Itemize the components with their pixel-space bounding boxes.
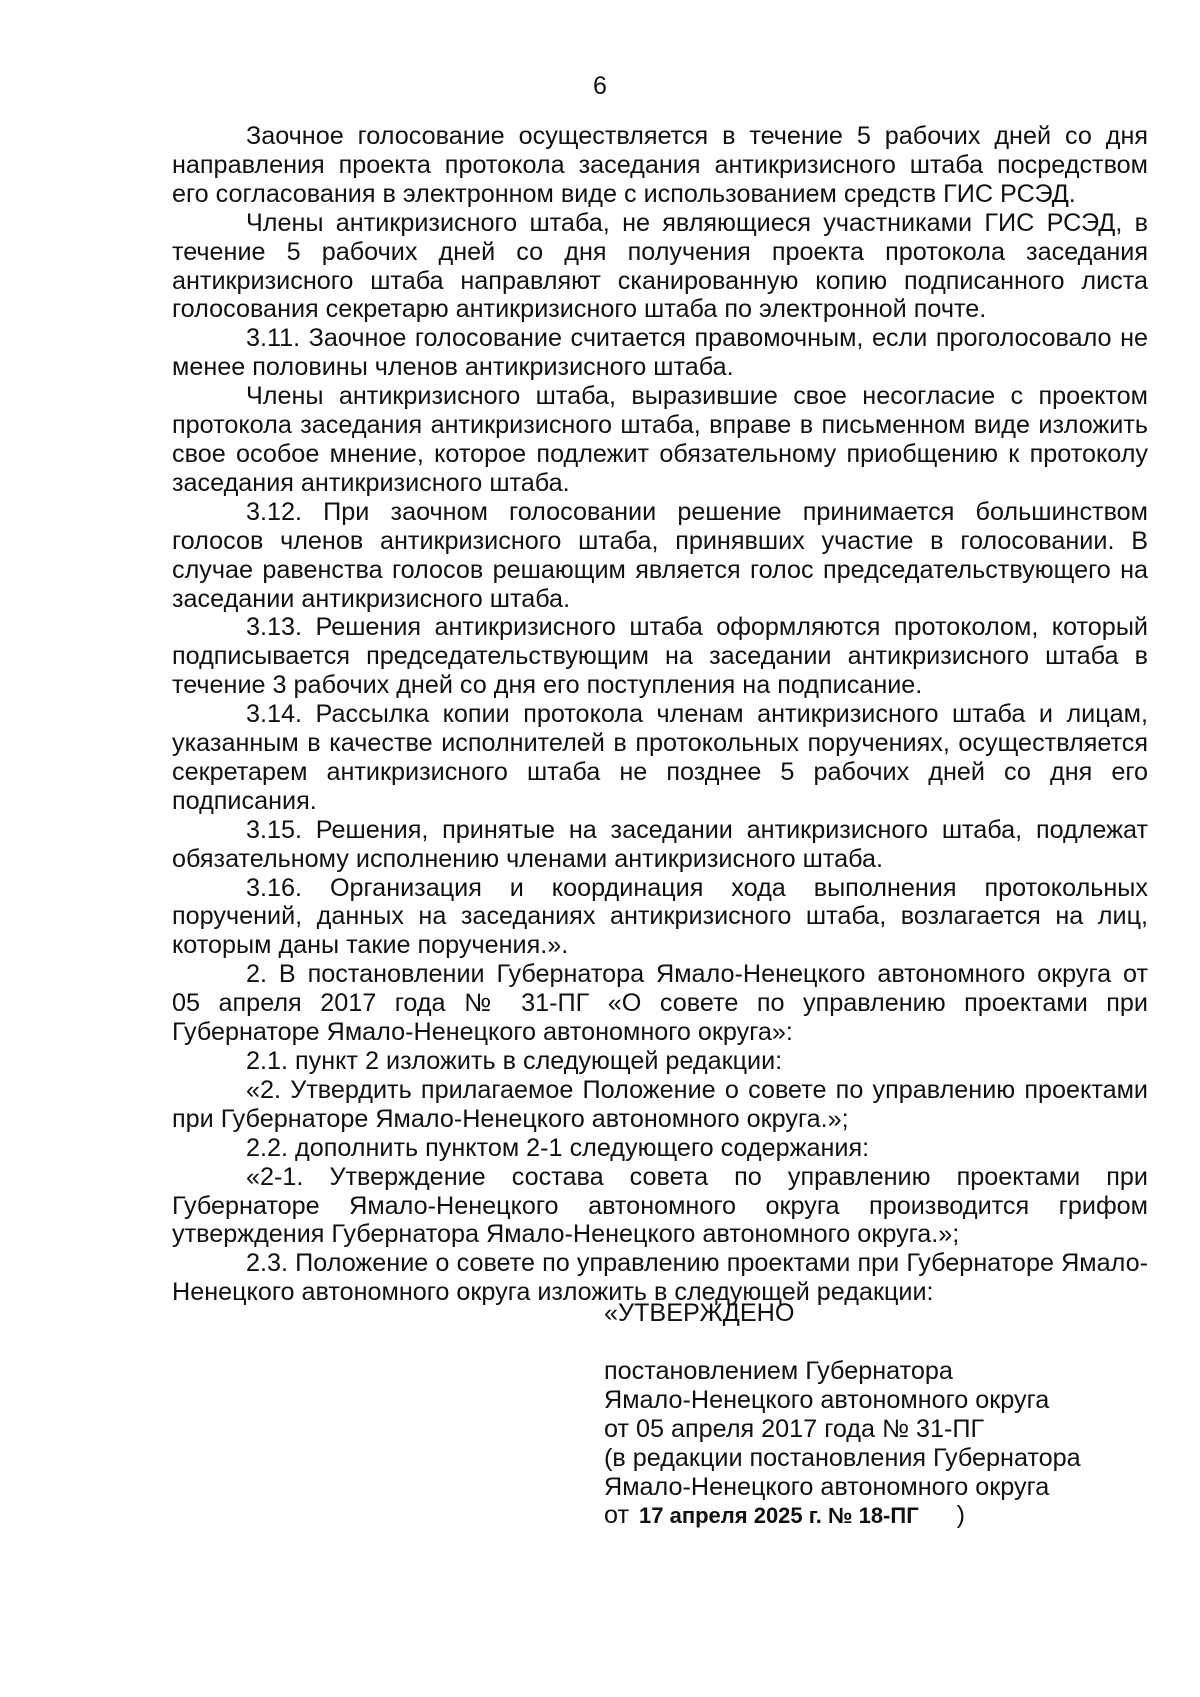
paragraph: 2.3. Положение о совете по управлению проектами при Губернаторе Ямало-Ненецкого автономного округа изложить в следующей редакции:	[172, 1249, 1148, 1307]
approval-line: Ямало-Ненецкого автономного округа	[604, 1385, 1050, 1414]
paragraph: 3.12. При заочном голосовании решение принимается большинством голосов членов антикризисного штаба, принявших участие в голосовании. В случае равенства голосов решающим является голос председательствующего на заседании антикризисного штаба.	[172, 497, 1148, 613]
approval-heading: «УТВЕРЖДЕНО	[604, 1299, 795, 1327]
approval-last-line	[604, 1501, 1164, 1531]
paragraph: Члены антикризисного штаба, выразившие свое несогласие с проектом протокола заседания антикризисного штаба, вправе в письменном виде изложить свое особое мнение, которое подлежит обязательному приобщению к протоколу заседания антикризисного штаба.	[172, 382, 1148, 497]
paragraph: 2.2. дополнить пунктом 2-1 следующего содержания:	[246, 1133, 870, 1162]
page-number: 6	[593, 72, 607, 100]
approval-last-prefix: от	[604, 1501, 629, 1530]
paragraph: Заочное голосование осуществляется в течение 5 рабочих дней со дня направления проекта протокола заседания антикризисного штаба посредством его согласования в электронном виде с использованием средств ГИС РСЭД.	[172, 122, 1148, 208]
registration-number: 17 апреля 2025 г. № 18-ПГ	[639, 1503, 919, 1529]
approval-line: (в редакции постановления Губернатора	[604, 1443, 1081, 1472]
paragraph: «2-1. Утверждение состава совета по управлению проектами при Губернаторе Ямало-Ненецкого автономного округа производится грифом утверждения Губернатора Ямало-Ненецкого автономного округа.»;	[172, 1162, 1148, 1249]
paragraph: 2. В постановлении Губернатора Ямало-Ненецкого автономного округа от 05 апреля 2017 года № 31-ПГ «О совете по управлению проектами при Губернаторе Ямало-Ненецкого автономного округа»:	[172, 960, 1148, 1047]
paragraph: 3.15. Решения, принятые на заседании антикризисного штаба, подлежат обязательному исполнению членами антикризисного штаба.	[172, 815, 1148, 873]
approval-line: от 05 апреля 2017 года № 31-ПГ	[604, 1414, 985, 1443]
paragraph: «2. Утвердить прилагаемое Положение о совете по управлению проектами при Губернаторе Ямало-Ненецкого автономного округа.»;	[172, 1075, 1148, 1133]
paragraph: 3.16. Организация и координация хода выполнения протокольных поручений, данных на заседаниях антикризисного штаба, возлагается на лиц, которым даны такие поручения.».	[172, 873, 1148, 960]
approval-gap	[604, 1328, 1164, 1357]
approval-line: Ямало-Ненецкого автономного округа	[604, 1472, 1050, 1501]
paragraph: 3.13. Решения антикризисного штаба оформляются протоколом, который подписывается председательствующим на заседании антикризисного штаба в течение 3 рабочих дней со дня его поступления на подписание.	[172, 613, 1148, 700]
paragraph: 3.14. Рассылка копии протокола членам антикризисного штаба и лицам, указанным в качестве исполнителей в протокольных поручениях, осуществляется секретарем антикризисного штаба не позднее 5 рабочих дней со дня его подписания.	[172, 700, 1148, 815]
approval-closing-bracket: )	[956, 1501, 966, 1530]
paragraph: Члены антикризисного штаба, не являющиеся участниками ГИС РСЭД, в течение 5 рабочих дней со дня получения проекта протокола заседания антикризисного штаба направляют сканированную копию подписанного листа голосования секретарю антикризисного штаба по электронной почте.	[172, 208, 1148, 324]
approval-stamp-block	[604, 1299, 1164, 1531]
paragraph: 3.11. Заочное голосование считается правомочным, если проголосовало не менее половины членов антикризисного штаба.	[172, 324, 1148, 382]
document-body	[172, 122, 1148, 1307]
paragraph: 2.1. пункт 2 изложить в следующей редакции:	[246, 1047, 783, 1075]
approval-line: постановлением Губернатора	[604, 1356, 953, 1385]
